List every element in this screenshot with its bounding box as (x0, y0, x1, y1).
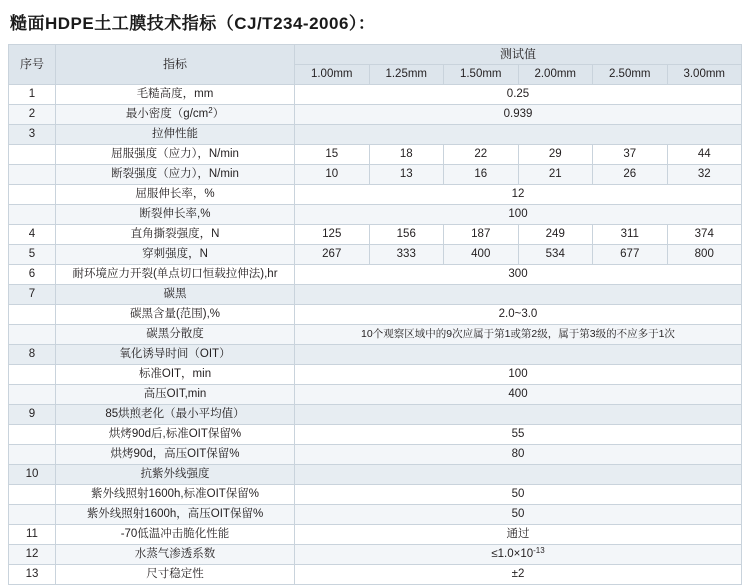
table-row (9, 345, 742, 365)
row-index: 3 (9, 125, 56, 145)
row-index: 6 (9, 265, 56, 285)
row-value: 37 (593, 145, 668, 165)
row-index (9, 505, 56, 525)
row-item-label: 毛糙高度，mm (56, 85, 295, 105)
row-item-label: 碳黑分散度 (56, 325, 295, 345)
row-index: 8 (9, 345, 56, 365)
table-row (9, 125, 742, 145)
table-row (9, 465, 742, 485)
table-row (9, 85, 742, 105)
row-value: 18 (369, 145, 444, 165)
row-item-label: 断裂伸长率,% (56, 205, 295, 225)
column-header-item: 指标 (56, 45, 295, 85)
row-item-label: 拉伸性能 (56, 125, 295, 145)
row-index (9, 385, 56, 405)
row-index: 11 (9, 525, 56, 545)
row-item-label: 断裂强度（应力），N/min (56, 165, 295, 185)
row-item-label: 烘烤90d，高压OIT保留% (56, 445, 295, 465)
row-item-label: 紫外线照射1600h，高压OIT保留% (56, 505, 295, 525)
row-value: 267 (295, 245, 370, 265)
table-row (9, 365, 742, 385)
row-index (9, 425, 56, 445)
row-value: 534 (518, 245, 593, 265)
table-row (9, 105, 742, 125)
row-item-label: 氧化诱导时间（OIT） (56, 345, 295, 365)
row-index (9, 305, 56, 325)
row-value: 311 (593, 225, 668, 245)
table-row (9, 205, 742, 225)
row-value: 10 (295, 165, 370, 185)
row-value-span: 100 (295, 365, 742, 385)
table-row (9, 225, 742, 245)
table-row (9, 565, 742, 585)
row-index: 13 (9, 565, 56, 585)
table-row (9, 485, 742, 505)
row-value-span: 0.25 (295, 85, 742, 105)
row-item-label: 碳黑 (56, 285, 295, 305)
row-index (9, 365, 56, 385)
row-value-span: 50 (295, 485, 742, 505)
row-value: 125 (295, 225, 370, 245)
row-index: 5 (9, 245, 56, 265)
row-section-blank (295, 285, 742, 305)
table-row (9, 145, 742, 165)
row-value: 16 (444, 165, 519, 185)
row-index (9, 485, 56, 505)
column-header-thickness-5: 2.50mm (593, 65, 668, 85)
table-row (9, 425, 742, 445)
row-item-label: 最小密度$(g/cm^2)$ (56, 105, 295, 125)
row-item-label: 穿刺强度，N (56, 245, 295, 265)
row-value: 374 (667, 225, 742, 245)
row-section-blank (295, 125, 742, 145)
row-value-span: 0.939 (295, 105, 742, 125)
row-value-span: 12 (295, 185, 742, 205)
row-index (9, 185, 56, 205)
row-value: 29 (518, 145, 593, 165)
row-section-blank (295, 345, 742, 365)
row-index (9, 165, 56, 185)
column-header-thickness-6: 3.00mm (667, 65, 742, 85)
row-index: 10 (9, 465, 56, 485)
row-index: 7 (9, 285, 56, 305)
row-value-span: 50 (295, 505, 742, 525)
row-value-span: 100 (295, 205, 742, 225)
table-row (9, 325, 742, 345)
column-header-index: 序号 (9, 45, 56, 85)
table-row (9, 445, 742, 465)
row-value-span: 55 (295, 425, 742, 445)
table-row (9, 385, 742, 405)
table-row (9, 245, 742, 265)
row-value: 26 (593, 165, 668, 185)
row-item-label: 屈服伸长率，% (56, 185, 295, 205)
row-value: 677 (593, 245, 668, 265)
row-section-blank (295, 465, 742, 485)
row-index (9, 205, 56, 225)
row-value: 21 (518, 165, 593, 185)
row-item-label: 烘烤90d后,标准OIT保留% (56, 425, 295, 445)
row-value: 400 (444, 245, 519, 265)
row-value-span: ±2 (295, 565, 742, 585)
table-row (9, 305, 742, 325)
table-row (9, 545, 742, 565)
row-item-label: 85烘煎老化（最小平均值） (56, 405, 295, 425)
row-item-label: -70低温冲击脆化性能 (56, 525, 295, 545)
table-row (9, 405, 742, 425)
row-value-span: $\le 1.0\times 10^{-13}$ (295, 545, 742, 565)
row-value: 249 (518, 225, 593, 245)
row-item-label: 尺寸稳定性 (56, 565, 295, 585)
column-header-thickness-3: 1.50mm (444, 65, 519, 85)
row-index (9, 325, 56, 345)
row-item-label: 屈服强度（应力），N/min (56, 145, 295, 165)
row-index (9, 445, 56, 465)
table-row (9, 285, 742, 305)
row-value: 22 (444, 145, 519, 165)
table-row (9, 265, 742, 285)
row-value: 13 (369, 165, 444, 185)
table-row (9, 525, 742, 545)
column-header-thickness-2: 1.25mm (369, 65, 444, 85)
row-value-span: 10个观察区域中的9次应属于第1或第2级，属于第3级的不应多于1次 (295, 325, 742, 345)
row-item-label: 紫外线照射1600h,标准OIT保留% (56, 485, 295, 505)
row-index (9, 145, 56, 165)
table-body (9, 85, 742, 585)
row-item-label: 碳黑含量(范围),% (56, 305, 295, 325)
row-index: 4 (9, 225, 56, 245)
row-value: 44 (667, 145, 742, 165)
row-item-label: 标准OIT，min (56, 365, 295, 385)
row-value-span: 400 (295, 385, 742, 405)
table-row (9, 185, 742, 205)
row-index: 2 (9, 105, 56, 125)
row-index: 1 (9, 85, 56, 105)
column-header-thickness-1: 1.00mm (295, 65, 370, 85)
row-value: 156 (369, 225, 444, 245)
row-value: 32 (667, 165, 742, 185)
table-header (9, 45, 742, 85)
row-item-label: 直角撕裂强度，N (56, 225, 295, 245)
row-value: 800 (667, 245, 742, 265)
row-item-label: 水蒸气渗透系数 (56, 545, 295, 565)
column-header-thickness-4: 2.00mm (518, 65, 593, 85)
table-row (9, 505, 742, 525)
row-value-span: 80 (295, 445, 742, 465)
row-value: 15 (295, 145, 370, 165)
column-header-test-value: 测试值 (295, 45, 742, 65)
row-value-span: 2.0~3.0 (295, 305, 742, 325)
table-header-row-1 (9, 45, 742, 65)
row-value: 187 (444, 225, 519, 245)
row-item-label: 抗紫外线强度 (56, 465, 295, 485)
row-value-span: 通过 (295, 525, 742, 545)
row-value-span: 300 (295, 265, 742, 285)
row-item-label: 高压OIT,min (56, 385, 295, 405)
table-row (9, 165, 742, 185)
row-index: 9 (9, 405, 56, 425)
specification-table (8, 44, 742, 585)
row-item-label: 耐环境应力开裂(单点切口恒载拉伸法),hr (56, 265, 295, 285)
row-index: 12 (9, 545, 56, 565)
row-value: 333 (369, 245, 444, 265)
row-section-blank (295, 405, 742, 425)
page-title: 糙面HDPE土工膜技术指标（CJ/T234-2006）： (10, 14, 376, 33)
